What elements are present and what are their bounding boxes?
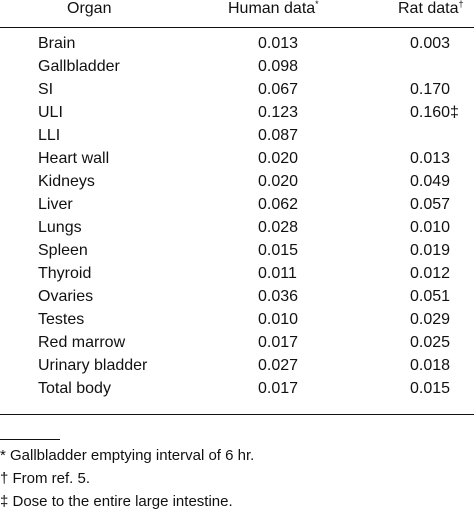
table-bottom-rule [0,414,474,415]
header-human-footnote-mark: * [315,0,319,9]
cell-organ: Gallbladder [38,58,120,75]
header-rat-footnote-mark: † [458,0,464,9]
table-row [0,104,474,127]
cell-human: 0.020 [258,173,299,190]
table-row [0,311,474,334]
footnote: † From ref. 5. [0,470,91,487]
cell-organ: SI [38,81,54,98]
header-rule [0,27,474,28]
table-row [0,380,474,403]
cell-rat: 0.025 [410,334,451,351]
cell-human: 0.027 [258,357,299,374]
cell-human: 0.067 [258,81,299,98]
cell-human: 0.087 [258,127,299,144]
cell-organ: Testes [38,311,85,328]
cell-rat: 0.013 [410,150,451,167]
table-row [0,334,474,357]
cell-human: 0.015 [258,242,299,259]
cell-organ: Ovaries [38,288,94,305]
footnote: ‡ Dose to the entire large intestine. [0,493,233,510]
cell-human: 0.017 [258,380,299,397]
cell-organ: Urinary bladder [38,357,148,374]
table-row [0,35,474,58]
cell-human: 0.028 [258,219,299,236]
cell-organ: Heart wall [38,150,110,167]
cell-human: 0.017 [258,334,299,351]
table-body [0,35,474,403]
table-row [0,196,474,219]
header-rat-label: Rat data [398,0,459,17]
cell-rat: 0.049 [410,173,451,190]
cell-rat: 0.018 [410,357,451,374]
cell-human: 0.036 [258,288,299,305]
cell-rat: 0.160‡ [410,104,459,121]
header-rat-data [398,0,464,18]
cell-rat: 0.029 [410,311,451,328]
header-human-data [228,0,319,18]
cell-organ: Liver [38,196,73,213]
cell-human: 0.010 [258,311,299,328]
cell-organ: Red marrow [38,334,126,351]
cell-human: 0.013 [258,35,299,52]
footnote-rule [0,439,60,440]
cell-human: 0.123 [258,104,299,121]
cell-rat: 0.012 [410,265,451,282]
cell-organ: Thyroid [38,265,92,282]
cell-organ: LLI [38,127,61,144]
cell-rat: 0.051 [410,288,451,305]
cell-rat: 0.170 [410,81,451,98]
cell-human: 0.062 [258,196,299,213]
footnote: * Gallbladder emptying interval of 6 hr. [0,447,255,464]
cell-rat: 0.057 [410,196,451,213]
cell-organ: Total body [38,380,111,397]
cell-organ: Brain [38,35,76,52]
cell-rat: 0.010 [410,219,451,236]
cell-rat: 0.003 [410,35,451,52]
cell-organ: Kidneys [38,173,95,190]
cell-organ: ULI [38,104,63,121]
cell-human: 0.098 [258,58,299,75]
footnotes [0,447,474,516]
table-row [0,150,474,173]
table-row [0,58,474,81]
table-row [0,81,474,104]
cell-human: 0.011 [258,265,297,282]
header-human-label: Human data [228,0,316,17]
table-row [0,173,474,196]
cell-organ: Lungs [38,219,82,236]
cell-organ: Spleen [38,242,88,259]
header-organ: Organ [67,0,112,17]
table-row [0,219,474,242]
table-row [0,265,474,288]
table-row [0,288,474,311]
cell-rat: 0.019 [410,242,451,259]
cell-human: 0.020 [258,150,299,167]
table-row [0,242,474,265]
table-row [0,127,474,150]
table-row [0,357,474,380]
table-header [0,0,474,24]
cell-rat: 0.015 [410,380,451,397]
